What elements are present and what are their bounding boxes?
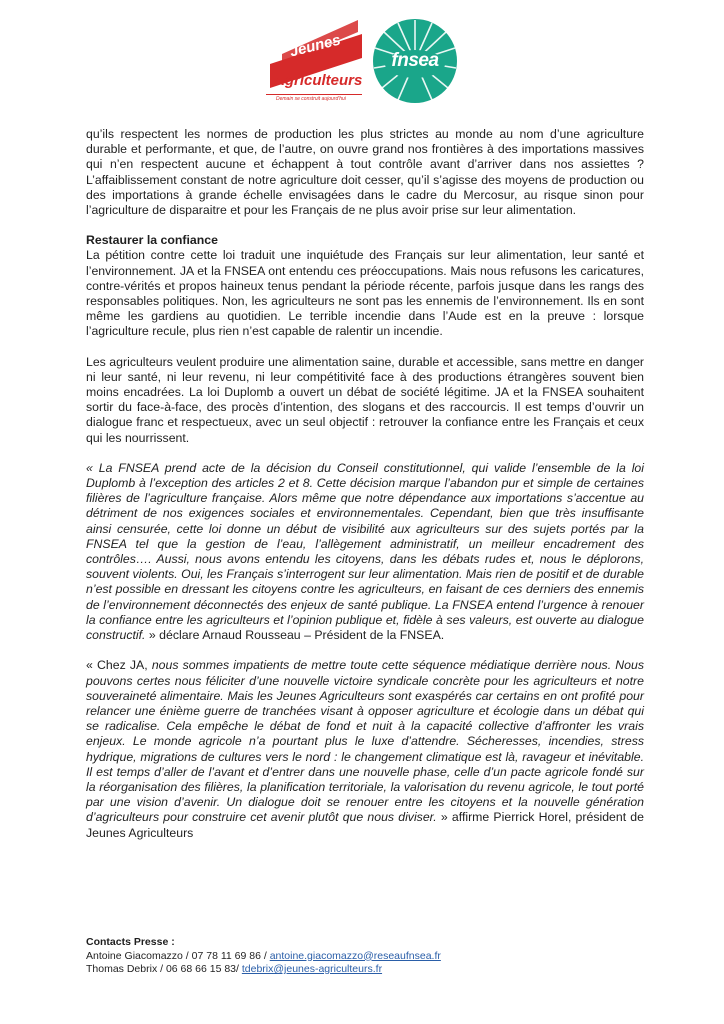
press-contacts [86,936,644,977]
contact-line-1 [86,950,644,964]
paragraph-1: qu’ils respectent les normes de production les plus strictes au monde au nom d’une agriculture durable et performante, et que, de l’autre, on ouvre grand nos frontières à des importations massives qui n’en respectent aucune et échappent à tout contrôle avant d’arriver dans nos assiettes ? L’affaiblissement constant de notre agriculture doit cesser, qu’il s’agisse des moyens de production ou des importations à grande échelle envisagées dans le cadre du Mercosur, au risque sinon pour l’agriculture de disparaitre et pour les Français de ne plus avoir prise sur leur alimentation. [86,127,644,218]
ja-logo-word-jeunes: Jeunes [288,31,343,61]
ja-logo-tagline: Demain se construit aujourd'hui [276,96,346,102]
quote-ja-lead: « Chez JA, [86,658,152,673]
ja-logo-word-agriculteurs: Agriculteurs [274,72,363,89]
contacts-title: Contacts Presse : [86,936,175,948]
contact-1-info: Antoine Giacomazzo / 07 78 11 69 86 / [86,949,270,962]
jeunes-agriculteurs-logo [262,14,372,106]
contact-line-2 [86,963,644,977]
ja-logo-shape-icon [262,14,372,106]
quote-fnsea-text: « La FNSEA prend acte de la décision du Conseil constitutionnel, qui valide l’ensemble de la loi Duplomb à l’exception des articles 2 et 8. Cette décision marque l’abandon pur et simple de certaines filières de l’agriculture française. Alors même que notre dépendance aux importations s’accentue au détriment de nos exigences sociales et environnementales. Cependant, bien que très insuffisante ainsi censurée, cette loi donne un début de visibilité aux agriculteurs sur des sujets portés par la FNSEA tel que la gestion de l’eau, l’allègement administratif, un meilleur encadrement des contrôles…. Aussi, nous avons entendu les citoyens, dans les débats rudes et, nous le déplorons, souvent violents. Oui, les Français s’interrogent sur leur alimentation. Mais rien de positif et de durable n’est possible en dressant les citoyens contre les agriculteurs, en faisant de ces derniers des ennemis de l’environnement déconnectés des enjeux de santé publique. La FNSEA entend l’urgence à renouer la confiance entre les agriculteurs et l’opinion publique et, fidèle à ses valeurs, est ouverte au dialogue constructif. [86,460,644,643]
quote-ja [86,658,644,840]
paragraph-3: Les agriculteurs veulent produire une alimentation saine, durable et accessible, sans mettre en danger ni leur santé, ni leur revenu, ni leur compétitivité face à des productions étrangères souvent bien moins encadrées. La loi Duplomb a ouvert un débat de société légitime. JA et la FNSEA souhaitent sortir du face-à-face, des procès d’intention, des slogans et des raccourcis. Il est temps d’ouvrir un dialogue franc et respectueux, avec un seul objectif : retrouver la confiance entre les Français et ceux qui les nourrissent. [86,354,644,445]
fnsea-logo [372,18,458,104]
section-heading: Restaurer la confiance [86,233,218,248]
contact-2-info: Thomas Debrix / 06 68 66 15 83/ [86,963,242,975]
quote-ja-text: nous sommes impatients de mettre toute cette séquence médiatique derrière nous. Nous pouvons certes nous féliciter d’une nouvelle victoire syndicale concrète pour les agriculteurs et notre souveraineté alimentaire. Mais les Jeunes Agriculteurs sont exaspérés car certains en ont profité pour relancer une énième guerre de tranchées visant à opposer agriculture et écologie dans un débat qui se radicalise. Cela empêche le débat de fond et nuit à la capacité collective d’affronter les vrais enjeux. Le monde agricole n’a pourtant plus le luxe d’attendre. Sécheresses, incendies, stress hydrique, migrations de cultures vers le nord : le changement climatique est là, ravageur et inévitable. Il est temps d’aller de l’avant et d’entrer dans une nouvelle phase, celle d’un pacte agricole fondé sur la réorganisation des filières, la planification territoriale, la valorisation du revenu agricole, le tout porté par une vision d’avenir. Un dialogue doit se renouer entre les citoyens et la nouvelle génération d’agriculteurs pour construire cet avenir plutôt que nous diviser. [86,658,644,825]
contact-2-email-link[interactable]: tdebrix@jeunes-agriculteurs.fr [241,963,383,975]
header-logos [262,14,472,106]
paragraph-2: La pétition contre cette loi traduit une inquiétude des Français sur leur alimentation, leur santé et l’environnement. JA et la FNSEA ont entendu ces préoccupations. Mais nous refusons les caricatures, contre-vérités et propos haineux tenus pendant la période récente, parfois jusque dans les rangs des responsables politiques. Non, les agriculteurs ne sont pas les ennemis de l’environnement. Ils en sont même les gardiens au quotidien. Le terrible incendie dans l’Aude est en la preuve : lorsque l’agriculture recule, plus rien n’est capable de ralentir un incendie. [86,248,644,339]
quote-ja-attribution: » affirme Pierrick Horel, président de Jeunes Agriculteurs [86,810,644,840]
contact-1-email-link[interactable]: antoine.giacomazzo@reseaufnsea.fr [269,949,441,962]
article-body [86,127,644,841]
quote-fnsea [86,461,644,643]
fnsea-logo-text: fnsea [391,50,439,71]
quote-fnsea-attribution: » déclare Arnaud Rousseau – Président de la FNSEA. [145,628,445,643]
